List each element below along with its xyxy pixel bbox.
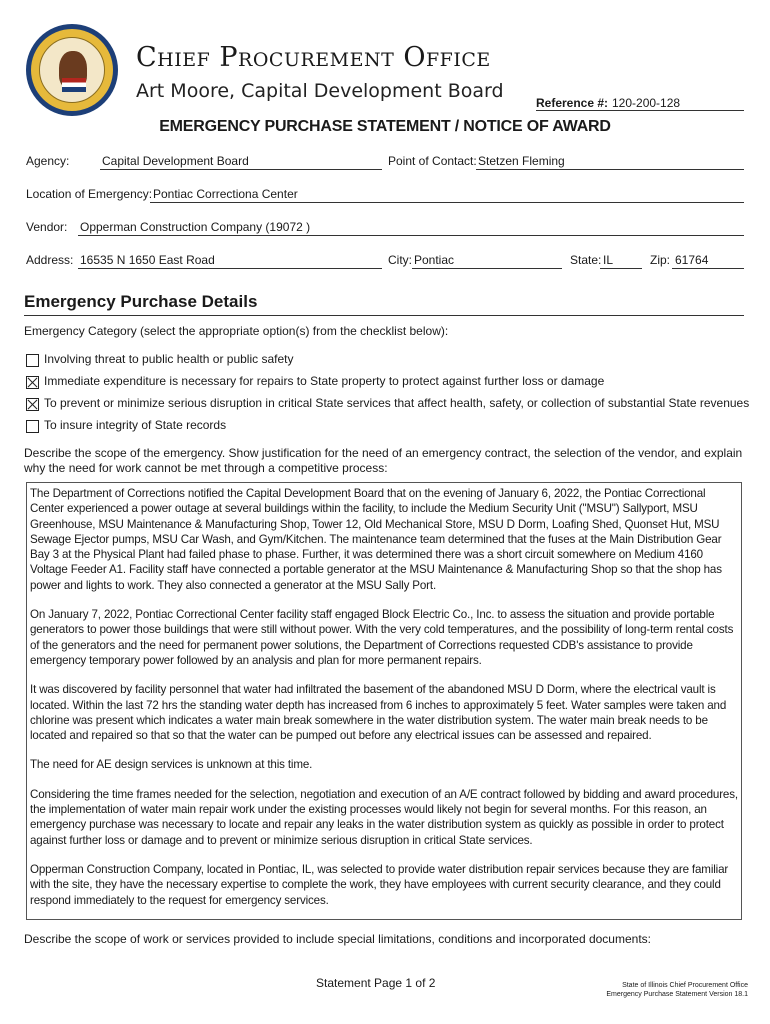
- justification-paragraph: On January 7, 2022, Pontiac Correctional Center facility staff engaged Block Electric Co., Inc. to assess the situation and provide portable generators to power those buildings that were still without power. With the very cold temperatures, and the possibility of long-term rental costs of the generators and the need for permanent power solutions, the Department of Corrections requested CDB's assistance to provide emergency temporary power followed by an analysis and plan for more permanent repairs.: [30, 608, 734, 667]
- category-option-label: Involving threat to public health or public safety: [44, 352, 294, 366]
- contact-label: Point of Contact:: [388, 154, 477, 168]
- reference-number-field[interactable]: 120-200-128: [612, 96, 681, 110]
- agency-field[interactable]: Capital Development Board: [102, 154, 249, 168]
- scope-prompt: Describe the scope of the emergency. Show justification for the need of an emergency contract, the selection of the vendor, and explain why the need for work cannot be met through a competitive process:: [24, 446, 743, 475]
- zip-underline: [672, 268, 744, 269]
- vendor-field[interactable]: Opperman Construction Company (19072 ): [80, 220, 311, 234]
- category-checkbox[interactable]: [26, 398, 39, 411]
- category-checkbox[interactable]: [26, 376, 39, 389]
- section-divider: [24, 315, 744, 316]
- state-field[interactable]: IL: [603, 253, 614, 267]
- city-field[interactable]: Pontiac: [414, 253, 455, 267]
- office-subtitle: Art Moore, Capital Development Board: [136, 80, 504, 102]
- category-checkbox[interactable]: [26, 354, 39, 367]
- justification-paragraph: Considering the time frames needed for the selection, negotiation and execution of an A/E contract followed by bidding and award procedures, the implementation of water main repair work under the existing processes would likely not begin for several months. For this reason, an emergency purchase was necessary to locate and repair any leaks in the water distribution system as quickly as possible in order to protect against further loss or damage and to prevent or minimize serious disruption in critical State services.: [30, 787, 738, 847]
- state-underline: [600, 268, 642, 269]
- category-checkbox[interactable]: [26, 420, 39, 433]
- illinois-state-seal: [26, 24, 118, 116]
- vendor-underline: [78, 235, 744, 236]
- agency-label: Agency:: [26, 154, 70, 168]
- category-option-label: To prevent or minimize serious disruption in critical State services that affect health, safety, or collection of substantial State revenues: [44, 396, 750, 410]
- location-field[interactable]: Pontiac Correctiona Center: [153, 187, 298, 201]
- section-heading: Emergency Purchase Details: [24, 292, 258, 311]
- reference-label: Reference #:: [536, 96, 609, 110]
- page-number: Statement Page 1 of 2: [316, 976, 436, 990]
- footer-org: State of Illinois Chief Procurement Office: [622, 982, 748, 989]
- justification-paragraph: Opperman Construction Company, located in Pontiac, IL, was selected to provide water distribution repair services because they are familiar with the site, they have the necessary expertise to complete the work, they have employees with current security clearance, and they could respond immediately to the request for emergency services.: [30, 862, 729, 907]
- office-title: Chief Procurement Office: [136, 42, 491, 73]
- vendor-label: Vendor:: [26, 220, 68, 234]
- justification-paragraph: The need for AE design services is unknown at this time.: [30, 758, 313, 772]
- city-label: City:: [388, 253, 412, 267]
- scope-of-work-prompt: Describe the scope of work or services provided to include special limitations, conditions and incorporated documents:: [24, 932, 651, 946]
- city-underline: [412, 268, 562, 269]
- point-of-contact-field[interactable]: Stetzen Fleming: [478, 154, 565, 168]
- category-prompt: Emergency Category (select the appropriate option(s) from the checklist below):: [24, 324, 449, 338]
- address-field[interactable]: 16535 N 1650 East Road: [80, 253, 215, 267]
- agency-underline: [100, 169, 382, 170]
- justification-paragraph: The Department of Corrections notified the Capital Development Board that on the evening of January 6, 2022, the Pontiac Correctional Center experienced a power outage at several buildings within the facility, to include the Medium Security Unit ("MSU") Sallyport, MSU Greenhouse, MSU Maintenance & Manufacturing Shop, Tower 12, Old Mechanical Store, MSU D Dorm, Loafing Shed, Quonset Hut, MSU Sewage Ejector pumps, MSU Car Wash, and Gym/Kitchen. The maintenance team determined that the fuses at the Main Distribution Gear Bay 3 at the Physical Plant had failed phase to phase. Further, it was determined there was a short circuit somewhere on Medium 4160 Voltage Feeder A1. Facility staff have connected a portable generator at the MSU Maintenance & Manufacturing Shop so that the shop has power and lights to work. They also connected a generator at the MSU Sally Port.: [30, 487, 722, 592]
- contact-underline: [476, 169, 744, 170]
- zip-field[interactable]: 61764: [675, 253, 709, 267]
- footer-version: Emergency Purchase Statement Version 18.1: [606, 991, 748, 998]
- category-option-label: To insure integrity of State records: [44, 418, 227, 432]
- justification-paragraph: It was discovered by facility personnel that water had infiltrated the basement of the abandoned MSU D Dorm, where the electrical vault is located. Within the last 72 hrs the standing water depth has increased from 6 inches to approximately 5 feet. Water samples were taken and chlorine was present which indicates a water main break somewhere in the water distribution system. The water main break needs to be located and repaired so that so that the water can be pumped out before any electrical issues can be assessed and repaired.: [30, 683, 727, 743]
- justification-textbox[interactable]: [26, 482, 742, 920]
- location-underline: [150, 202, 744, 203]
- address-underline: [78, 268, 382, 269]
- address-label: Address:: [26, 253, 74, 267]
- state-label: State:: [570, 253, 602, 267]
- reference-underline: [536, 110, 744, 111]
- zip-label: Zip:: [650, 253, 671, 267]
- location-label: Location of Emergency:: [26, 187, 153, 201]
- document-title: EMERGENCY PURCHASE STATEMENT / NOTICE OF AWARD: [159, 118, 611, 135]
- category-option-label: Immediate expenditure is necessary for repairs to State property to protect against further loss or damage: [44, 374, 605, 388]
